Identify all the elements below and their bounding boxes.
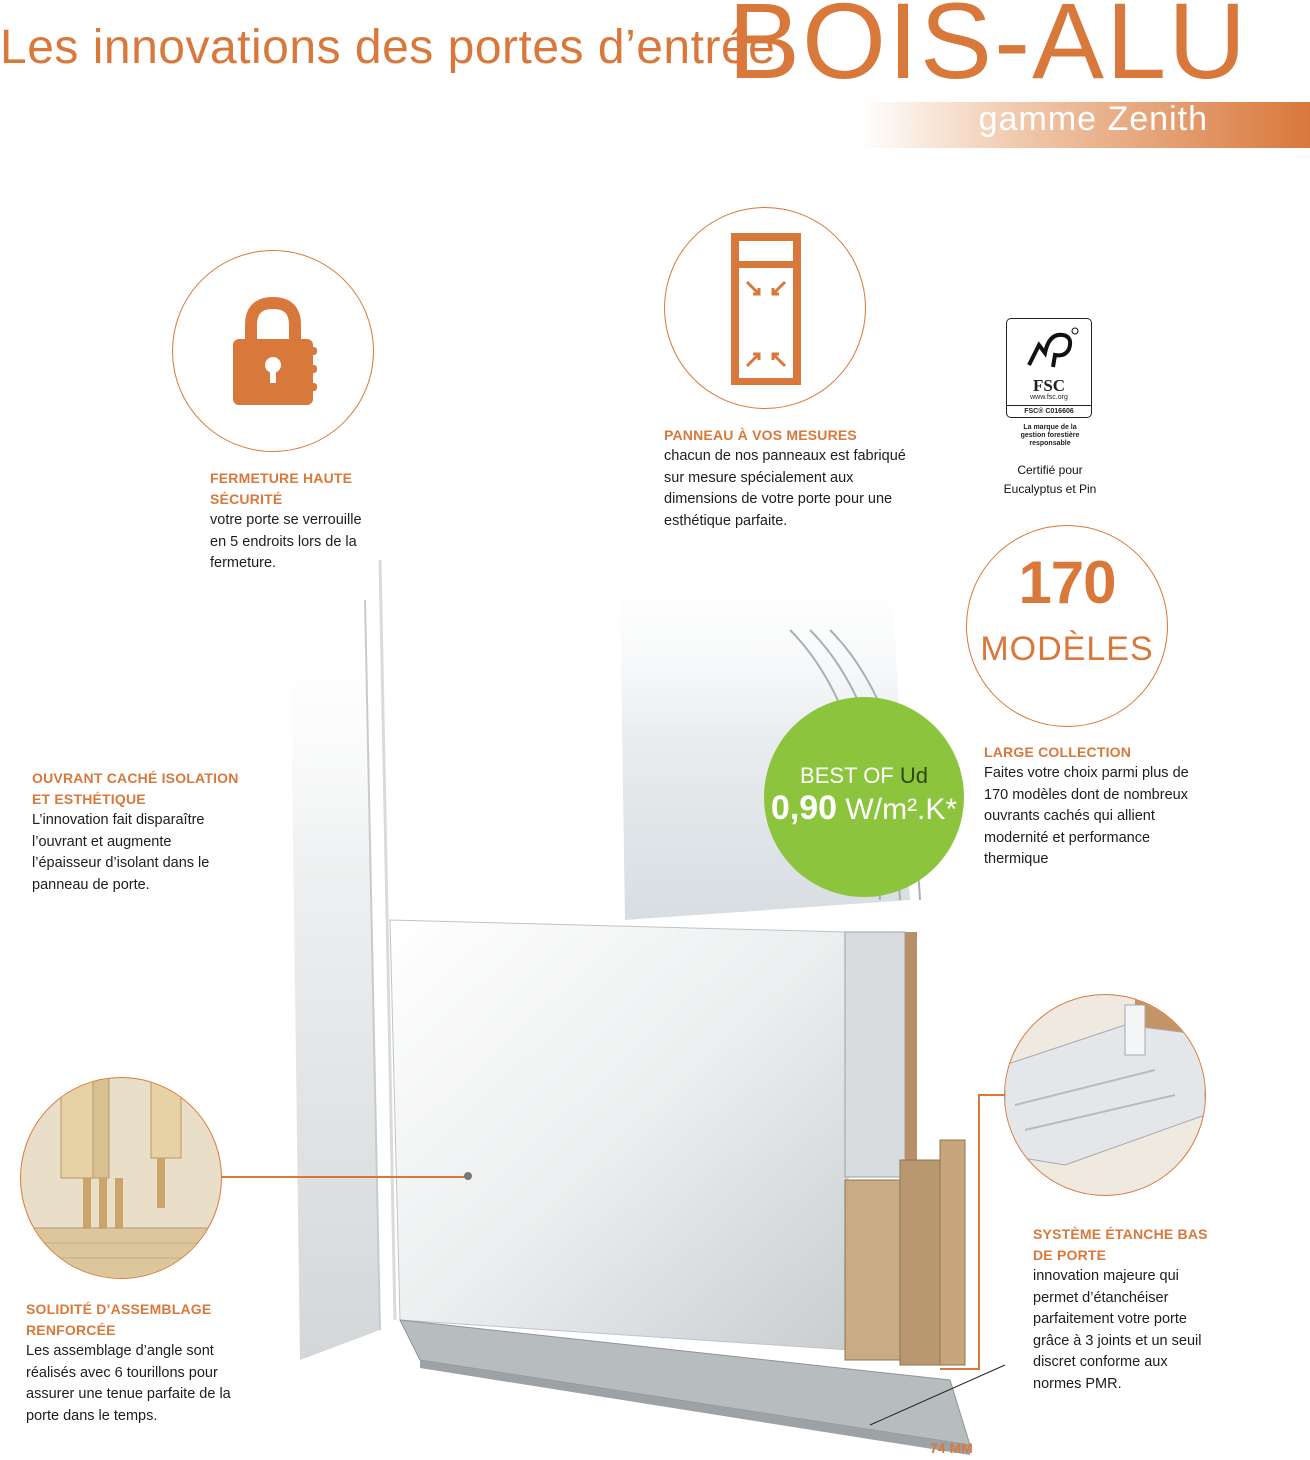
panel-feature-circle — [664, 207, 866, 409]
threshold-profile-illustration — [1005, 995, 1206, 1196]
padlock-icon — [173, 251, 374, 452]
security-feature-desc: votre porte se verrouille en 5 endroits lors de la fermeture. — [210, 512, 362, 571]
page-title: Les innovations des portes d’entrée — [0, 21, 776, 74]
badge-value-line — [764, 789, 964, 828]
assembly-connector-line — [220, 1176, 468, 1178]
assembly-feature-title: SOLIDITÉ D’ASSEMBLAGE RENFORCÉE — [26, 1301, 212, 1338]
dowel-joint-illustration — [21, 1078, 222, 1279]
models-label: MODÈLES — [980, 630, 1154, 668]
security-feature-title: FERMETURE HAUTE SÉCURITÉ — [210, 470, 353, 507]
fsc-cert-line2: Eucalyptus et Pin — [1003, 482, 1097, 496]
badge-unit: W/m².K* — [837, 793, 958, 826]
badge-label: BEST OF — [800, 763, 900, 788]
fsc-tagline: La marque de la gestion forestière responsable — [1020, 424, 1080, 447]
sealing-feature-circle — [1004, 994, 1206, 1196]
fsc-mark: FSC — [1032, 376, 1066, 395]
thermal-performance-badge — [764, 697, 964, 897]
connector-dot — [464, 1172, 472, 1180]
hidden-sash-feature-title: OUVRANT CACHÉ ISOLATION ET ESTHÉTIQUE — [32, 770, 239, 807]
assembly-feature-desc: Les assemblage d’angle sont réalisés avec 6 tourillons pour assurer une tenue parfaite de la porte dans le temps. — [26, 1343, 231, 1424]
wood-frame-section — [845, 1180, 900, 1360]
fsc-url: www.fsc.org — [1030, 394, 1068, 401]
fsc-cert-line1: Certifié pour — [1017, 463, 1083, 477]
panel-resize-icon — [665, 208, 866, 409]
fsc-code: FSC® C016606 — [1007, 405, 1091, 416]
collection-feature-title: LARGE COLLECTION — [984, 744, 1132, 760]
fsc-tree-icon — [1019, 325, 1079, 373]
panel-feature-desc: chacun de nos panneaux est fabriqué sur mesure spécialement aux dimensions de votre porte pour une esthétique parfaite. — [664, 448, 906, 529]
models-count-circle — [966, 525, 1168, 727]
collection-feature-desc: Faites votre choix parmi plus de 170 modèles dont de nombreux ouvrants cachés qui allient modernité et performance thermique — [984, 765, 1189, 867]
models-count: 170 — [1018, 549, 1116, 616]
page-title-highlight: BOIS-ALU — [728, 0, 1249, 101]
door-thickness-label: 74 MM — [930, 1440, 973, 1456]
sealing-feature-desc: innovation majeure qui permet d’étanchéiser parfaitement votre porte grâce à 3 joints et un seuil discret conforme aux normes PMR. — [1033, 1268, 1202, 1392]
door-cutaway-illustration — [270, 560, 1050, 1460]
panel-feature-title: PANNEAU À VOS MESURES — [664, 427, 857, 443]
security-feature-circle — [172, 250, 374, 452]
insulation-core — [845, 932, 905, 1177]
badge-accent: Ud — [899, 763, 928, 788]
door-panel — [390, 920, 850, 1350]
badge-top-line — [764, 763, 964, 789]
hidden-sash-feature-desc: L’innovation fait disparaître l’ouvrant et augmente l’épaisseur d’isolant dans le panneau de porte. — [32, 812, 210, 893]
fsc-logo — [1006, 318, 1092, 418]
range-subtitle: gamme Zenith — [978, 100, 1208, 138]
sealing-feature-title: SYSTÈME ÉTANCHE BAS DE PORTE — [1033, 1226, 1208, 1263]
assembly-feature-circle — [20, 1077, 222, 1279]
badge-value: 0,90 — [770, 789, 838, 827]
